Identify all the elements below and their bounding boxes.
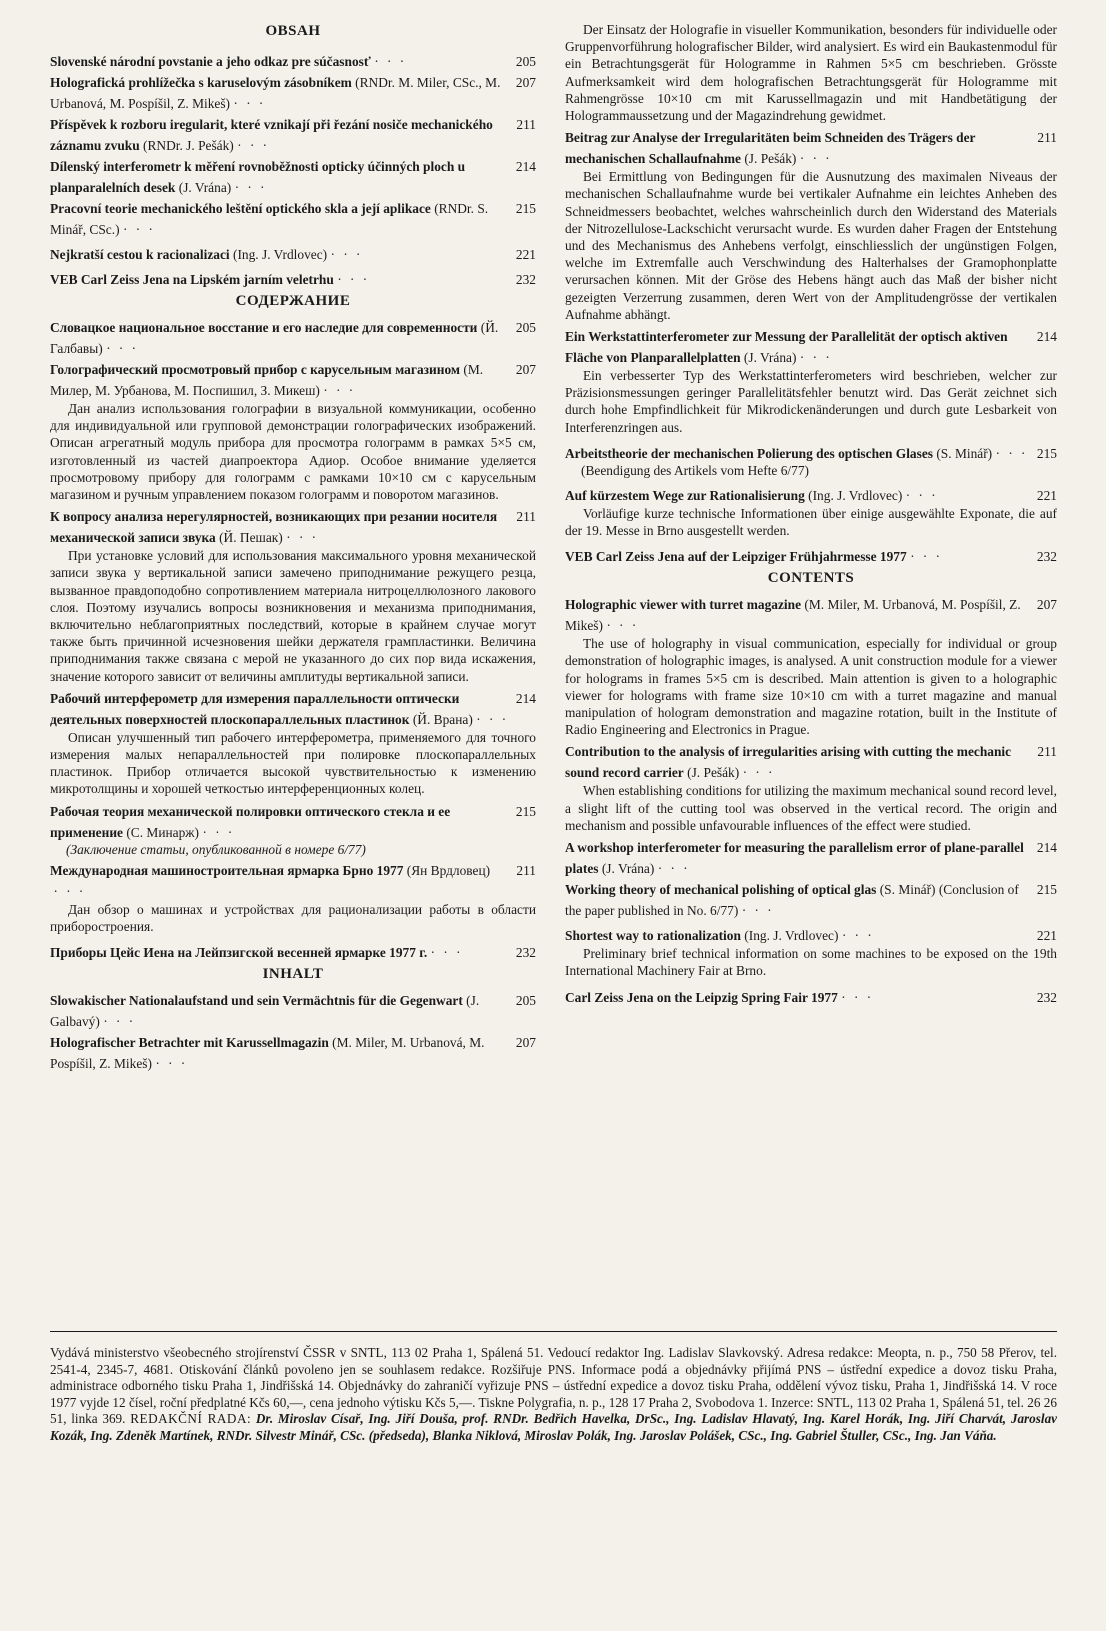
toc-entry-author: (J. Pešák): [687, 765, 740, 781]
dot-leader: . . .: [606, 614, 639, 630]
toc-entry-page: 215: [515, 803, 536, 819]
toc-entry-author: (Ing. J. Vrdlovec): [808, 487, 903, 503]
toc-entry: [50, 1034, 536, 1072]
toc-entry-page: 221: [1036, 487, 1057, 503]
toc-entry-title: Pracovní teorie mechanického leštění optického skla a její aplikace: [50, 201, 431, 216]
dot-leader: . . .: [235, 176, 267, 191]
toc-entry-line: [565, 441, 1057, 462]
toc-entry: [565, 544, 1057, 565]
toc-entry: [565, 881, 1057, 919]
dot-leader: . . .: [476, 707, 509, 723]
toc-entry-page: 214: [1036, 329, 1057, 345]
toc-entry-line: [50, 862, 536, 900]
toc-entry-title: Holografischer Betrachter mit Karussellmagazin: [50, 1035, 329, 1051]
toc-entry: [50, 862, 536, 935]
toc-entry-line: [50, 1034, 536, 1072]
toc-entry-line: [565, 985, 1057, 1006]
dot-leader: . . .: [123, 218, 156, 233]
section-soderzhanie: [50, 292, 536, 961]
toc-entry-page: 215: [1036, 445, 1057, 461]
toc-entry-line: [50, 242, 536, 263]
toc-entry-page: 207: [1036, 597, 1057, 613]
toc-entry: [565, 129, 1057, 323]
toc-entry: [50, 74, 536, 112]
toc-entry-page: 221: [515, 247, 536, 262]
right-column: [565, 20, 1057, 1010]
toc-entry-author: (Ян Врдловец): [406, 862, 491, 878]
toc-entry-page: 211: [1037, 744, 1057, 760]
editorial-board: Dr. Miroslav Císař, Ing. Jiří Douša, prof. RNDr. Bedřich Havelka, DrSc., Ing. Ladislav Hlavatý, Ing. Karel Horák, Ing. Jiří Charvát, Jaroslav Kozák, Ing. Zdeněk Martínek, RNDr. Silvestr Minář, CSc. (předseda), Blanka Niklová, Miroslav Polák, Ing. Jaroslav Polášek, CSc., Ing. Gabriel Štuller, CSc., Ing. Jan Váňa.: [50, 1411, 1058, 1443]
section-contents: [565, 569, 1057, 1005]
toc-entry-page: 214: [515, 159, 536, 174]
toc-entry: [565, 483, 1057, 539]
toc-entry-title: Contribution to the analysis of irregularities arising with cutting the mechanic sound record carrier: [565, 744, 1012, 781]
toc-entry: [50, 267, 536, 288]
toc-entry: [565, 441, 1057, 479]
section-heading-contents: CONTENTS: [767, 570, 855, 587]
toc-entry-page: 215: [1036, 882, 1057, 898]
dot-leader: . . .: [906, 483, 939, 499]
toc-entry-page: 207: [515, 362, 536, 377]
toc-entry-author: (J. Pešák): [744, 151, 797, 167]
dot-leader: . . .: [910, 545, 943, 561]
toc-entry-page: 211: [516, 117, 536, 132]
dot-leader: . . .: [323, 379, 356, 394]
toc-entry-title: Приборы Цейс Иена на Лейпзигской весенней ярмарке 1977 г.: [50, 945, 428, 961]
toc-entry-abstract: Vorläufige kurze technische Informationen über einige ausgewählte Exponate, die auf der 19. Messe in Brno ausgestellt werden.: [565, 505, 1057, 539]
toc-entry-author: (Й. Врана): [412, 711, 473, 727]
toc-entry-title: Международная машиностроительная ярмарка Брно 1977: [50, 862, 404, 878]
editorial-board-label: REDAKČNÍ RADA:: [130, 1411, 252, 1427]
toc-entry-title: Holografická prohlížečka s karuselovým zásobníkem: [50, 75, 352, 90]
dot-leader: . . .: [996, 441, 1028, 457]
toc-entry-author: (J. Galbavý): [50, 993, 480, 1030]
toc-entry-author: (J. Vrána): [178, 180, 232, 195]
dot-leader: . . .: [103, 1010, 136, 1026]
section-heading-obsah: OBSAH: [265, 23, 321, 39]
toc-entry: [50, 319, 536, 357]
toc-entry-author: (J. Vrána): [743, 350, 797, 366]
toc-entry: [50, 200, 536, 238]
toc-entry: [50, 508, 536, 685]
dot-leader: . . .: [800, 346, 833, 362]
toc-entry-note: (Beendigung des Artikels vom Hefte 6/77): [581, 462, 809, 478]
toc-entry-line: [565, 328, 1057, 366]
dot-leader: . . .: [331, 243, 363, 258]
toc-entry-abstract: Описан улучшенный тип рабочего интерферометра, применяемого для точного измерения малых непараллельностей при полировке плоскопараллельных пластинок. Прибор отличается высокой чувствительностью к изменению микротолщины и хорошей четкостью интерференционных колец.: [50, 729, 536, 797]
toc-entry-author: (С. Минарж): [126, 824, 200, 840]
toc-entry-title: Ein Werkstattinterferometer zur Messung der Parallelität der optisch aktiven Fläche von Planparallelplatten: [565, 329, 1008, 366]
toc-entry-title: Slovenské národní povstanie a jeho odkaz pre súčasnosť: [50, 54, 371, 69]
toc-entry-page: 232: [515, 272, 536, 287]
toc-entry: [50, 992, 536, 1030]
toc-entry-title: Nejkratší cestou k racionalizaci: [50, 247, 230, 262]
toc-entry-page: 211: [1037, 130, 1057, 146]
toc-entry-line: [50, 690, 536, 728]
toc-entry-line: [50, 508, 536, 546]
toc-entry-title: VEB Carl Zeiss Jena na Lipském jarním veletrhu: [50, 272, 334, 287]
toc-entry: [565, 985, 1057, 1006]
toc-entry-abstract: Preliminary brief technical information on some machines to be exposed on the 19th International Machinery Fair at Brno.: [565, 946, 1057, 979]
toc-entry-abstract: Дан обзор о машинах и устройствах для рационализации работы в области приборостроения.: [50, 901, 536, 934]
toc-entry-page: 232: [1036, 549, 1057, 565]
toc-entry-author: (M. Miler, M. Urbanová, M. Pospíšil, Z. Mikeš): [565, 597, 1021, 634]
toc-entry: [565, 743, 1057, 834]
dot-leader: . . .: [234, 92, 266, 107]
toc-entry-line: [565, 743, 1057, 781]
toc-entry: [565, 923, 1057, 979]
toc-entry-title: Arbeitstheorie der mechanischen Polierung des optischen Glases: [565, 445, 933, 461]
toc-entry-author: (Й. Пешак): [219, 530, 283, 546]
toc-entry-title: A workshop interferometer for measuring the parallelism error of plane-parallel plates: [565, 840, 1024, 877]
toc-entry-page: 205: [515, 993, 536, 1009]
dot-leader: . . .: [337, 268, 370, 283]
toc-entry-abstract: Дан анализ использования голографии в визуальной коммуникации, особенно для индивидуальной или групповой демонстрации голографических изображений. Описан агрегатный модуль прибора для просмотра голограмм в рамках 5×5 см, изготовленный из частей диапроектора Адиор. Особое внимание уделяется просмотровому прибору для голограмм с рамками 10×10 см с карусельным магазином и ручным управлением показом голограмм и поворотом магазинов.: [50, 401, 536, 503]
toc-entry-title: Рабочая теория механической полировки оптического стекла и ее применение: [50, 803, 451, 840]
left-column: [50, 20, 536, 1076]
toc-entry-title: Příspěvek k rozboru iregularit, které vznikají při řezání nosiče mechanického záznamu zvuku: [50, 117, 493, 153]
toc-entry-page: 232: [515, 945, 536, 961]
toc-entry: [50, 940, 536, 961]
dot-leader: . . .: [658, 857, 691, 873]
toc-entry-line: [565, 483, 1057, 504]
toc-entry-line: [50, 200, 536, 238]
toc-entry-line: [565, 923, 1057, 944]
section-obsah: [50, 22, 536, 288]
dot-leader: . . .: [800, 147, 833, 163]
toc-entry-line: [50, 992, 536, 1030]
toc-entry: [50, 803, 536, 858]
toc-entry-abstract: The use of holography in visual communication, especially for individual or group demonstration of holographic images, is analysed. A unit construction module for a viewer for holograms in frames 5×5 cm is described. Main attention is given to a holographic viewer for holograms with frame size 10×10 cm with a turret magazine and manual manipulation of hologram demonstration and magazine rotation, built in the Institute of Radio Engineering and Electronics in Prague.: [565, 636, 1057, 738]
toc-entry-title: К вопросу анализа нерегулярностей, возникающих при резании носителя механической записи звука: [50, 509, 498, 546]
dot-leader: . . .: [54, 879, 86, 895]
toc-entry-title: Carl Zeiss Jena on the Leipzig Spring Fair 1977: [565, 989, 838, 1005]
toc-entry-page: 232: [1036, 989, 1057, 1005]
dot-leader: . . .: [431, 941, 463, 957]
toc-entry: [50, 690, 536, 798]
dot-leader: . . .: [841, 985, 874, 1001]
toc-entry-line: [50, 74, 536, 112]
toc-entry-author: (Й. Галбавы): [50, 320, 499, 356]
toc-entry: [50, 158, 536, 196]
toc-entry-line: [565, 544, 1057, 565]
toc-entry-title: Голографический просмотровый прибор с карусельным магазином: [50, 362, 461, 377]
toc-entry-abstract: Ein verbesserter Typ des Werkstattinterferometers wird beschrieben, welcher zur Präzisionsmessungen geringer Parallelitätsfehler benutzt wird. Das Gerät zeichnet sich durch hohe Empfindlichkeit für Mikrodickenänderungen und durch gute Lesbarkeit von Interferenzringen aus.: [565, 368, 1057, 435]
toc-entry-title: Dílenský interferometr k měření rovnoběžnosti opticky účinných ploch u planparalelních desek: [50, 159, 466, 195]
toc-entry-line: [50, 267, 536, 288]
toc-entry-page: 211: [516, 509, 536, 525]
section-heading-inhalt: INHALT: [262, 966, 324, 983]
toc-entry-line: [565, 839, 1057, 877]
section-inhalt: [50, 965, 536, 1072]
toc-entry-title: Beitrag zur Analyse der Irregularitäten beim Schneiden des Trägers der mechanischen Schallaufnahme: [565, 130, 976, 167]
toc-entry-line: [50, 49, 536, 70]
toc-entry-title: Словацкое национальное восстание и его наследие для современности: [50, 320, 478, 335]
toc-entry: [50, 361, 536, 503]
toc-entry-abstract: Bei Ermittlung von Bedingungen für die Ausnutzung des maximalen Niveaus der mechanischen Schallaufnahme wurde bei vertikaler Aufnahme ein leichtes Anheben des Schneidmessers beobachtet, welches wahrscheinlich durch den Widerstand des Materials der Nitrozellulose-Lackschicht verursacht wurde. Es wurden daher Fragen der Entstehung und des Mechanismus des Anhebens verfolgt, einschliesslich der ungünstigen Folgen, welche im Extremfalle auch Verschwindung des Halterhalses der Gramophonplatte verursachen können. Mit der Gröse des Hebens hängt auch das Maß der bisher nicht gezeigten Verzerrung zusammen, deren Wert von der Amplitudengrösse der vertikalen Aufnahme abhängt.: [565, 169, 1057, 322]
toc-entry-line: [50, 803, 536, 841]
toc-entry-page: 215: [515, 201, 536, 216]
toc-entry-page: 214: [515, 690, 536, 706]
imprint: [50, 1345, 1057, 1445]
toc-entry-line: [50, 940, 536, 961]
toc-entry-page: 207: [515, 1035, 536, 1051]
dot-leader: . . .: [743, 761, 775, 777]
toc-entry-line: [50, 361, 536, 399]
toc-entry-author: (S. Minář) (Conclusion of the paper published in No. 6/77): [565, 882, 1019, 919]
toc-entry-line: [50, 116, 536, 154]
toc-entry: [565, 839, 1057, 877]
dot-leader: . . .: [286, 526, 319, 542]
toc-entry-page: 207: [515, 75, 536, 90]
toc-entry-author: (S. Minář): [936, 445, 993, 461]
imprint-text: Vydává ministerstvo všeobecného strojírenství ČSSR v SNTL, 113 02 Praha 1, Spálená 51. Vedoucí redaktor Ing. Ladislav Slavkovský. Adresa redakce: Meopta, n. p., 750 58 Přerov, tel. 2541-4, 2345-7, 4681. Otiskování článků povoleno jen se souhlasem redakce. Rozšiřuje PNS. Informace podá a objednávky přijímá PNS – ústřední expedice a dovoz tisku Praha, administrace odborného tisku Praha 1, Jindřišská 14. Objednávky do zahraničí vyřizuje PNS – ústřední expedice a dovoz tisku Praha, oddělení vývoz tisku, Praha 1, Jindřišská 14. V roce 1977 vyjde 12 čísel, roční předplatné Kčs 60,—, cena jednoho výtisku Kčs 5,—. Tiskne Polygrafia, n. p., 128 17 Praha 2, Svobodova 1. Inzerce: SNTL, 113 02 Praha 1, Spálená 51, tel. 26 26 51, linka 369.: [50, 1345, 1057, 1427]
toc-entry: [565, 596, 1057, 738]
toc-entry-line: [50, 158, 536, 196]
toc-entry-title: Working theory of mechanical polishing of optical glas: [565, 882, 877, 898]
dot-leader: . . .: [237, 134, 270, 149]
toc-entry-author: (Ing. J. Vrdlovec): [744, 928, 839, 944]
dot-leader: . . .: [155, 1052, 188, 1068]
toc-entry-line: [565, 129, 1057, 167]
toc-entry: [565, 328, 1057, 436]
toc-entry-note: (Заключение статьи, опубликованной в номере 6/77): [66, 841, 366, 857]
toc-entry-author: (М. Милер, М. Урбанова, М. Поспишил, З. Микеш): [50, 362, 484, 398]
footer-rule: [50, 1331, 1057, 1332]
dot-leader: . . .: [106, 337, 139, 352]
toc-entry-title: Slowakischer Nationalaufstand und sein Vermächtnis für die Gegenwart: [50, 993, 463, 1009]
toc-entry-author: (RNDr. S. Minář, CSc.): [50, 201, 489, 237]
toc-entry-title: Рабочий интерферометр для измерения параллельности оптически деятельных поверхностей плоскопараллельных пластинок: [50, 690, 460, 727]
toc-entry: [50, 49, 536, 70]
toc-entry-author: (RNDr. M. Miler, CSc., M. Urbanová, M. Pospíšil, Z. Mikeš): [50, 75, 501, 111]
toc-entry-title: Auf kürzestem Wege zur Rationalisierung: [565, 487, 805, 503]
toc-entry-abstract: When establishing conditions for utilizing the maximum mechanical sound record level, a slight lift of the cutting tool was observed in the vertical record. The origin and mechanism and possible unfavourable influences of the effect were studied.: [565, 783, 1057, 833]
toc-entry-author: (J. Vrána): [601, 861, 655, 877]
dot-leader: . . .: [842, 924, 875, 940]
toc-entry-author: (RNDr. J. Pešák): [143, 138, 234, 153]
toc-entry: [50, 242, 536, 263]
toc-entry-line: [50, 319, 536, 357]
section-inhalt-continued: [565, 21, 1057, 565]
toc-entry: [565, 21, 1057, 124]
toc-entry-line: [565, 881, 1057, 919]
toc-entry-page: 211: [516, 862, 536, 878]
dot-leader: . . .: [374, 50, 407, 65]
toc-entry: [50, 116, 536, 154]
toc-entry-page: 205: [515, 54, 536, 69]
toc-entry-page: 205: [515, 320, 536, 335]
toc-entry-author: (M. Miler, M. Urbanová, M. Pospíšil, Z. Mikeš): [50, 1035, 485, 1072]
toc-entry-line: [565, 596, 1057, 634]
toc-entry-author: (Ing. J. Vrdlovec): [232, 247, 328, 262]
section-heading-soderzhanie: СОДЕРЖАНИЕ: [235, 293, 351, 309]
dot-leader: . . .: [203, 820, 235, 836]
toc-entry-abstract: Der Einsatz der Holografie in visueller Kommunikation, besonders für individuelle oder Gruppenvorführung holografischer Bilder, wird analysiert. Es wird ein Baukastenmodul für ein Betrachtungsgerät für Hologramme in Rahmen 5×5 cm beschrieben. Grösste Aufmerksamkeit wird dem holografischen Betrachtungsgerät für Hologramme mit Rahmengrösse 10×10 cm mit Karussellmagazin und mit Handbetätigung der Hologrammaussetzung und der Magazindrehung gewidmet.: [565, 22, 1057, 124]
toc-entry-title: Shortest way to rationalization: [565, 928, 741, 944]
toc-entry-page: 214: [1036, 840, 1057, 856]
toc-entry-title: VEB Carl Zeiss Jena auf der Leipziger Frühjahrmesse 1977: [565, 549, 907, 565]
toc-entry-abstract: При установке условий для использования максимального уровня механической записи звука у вертикальной записи замечено приподнимание режущего резца, вызванное правдоподобно сопротивлением материала нитроцеллюлозного лакового слоя. Поэтому изучались вопросы возникновения и механизма приподнимания, включительно неблагоприятных последствий, которые в крайнем случае могут также быть причинной исчезновения шейки держателя грампластинки. Величина приподнимания также связана с мерой не указанного до сих пор вида искажения, значение которого зависит от величины амплитуды вертикальной записи.: [50, 548, 536, 684]
dot-leader: . . .: [742, 899, 775, 915]
toc-entry-title: Holographic viewer with turret magazine: [565, 597, 802, 613]
toc-entry-page: 221: [1036, 928, 1057, 944]
